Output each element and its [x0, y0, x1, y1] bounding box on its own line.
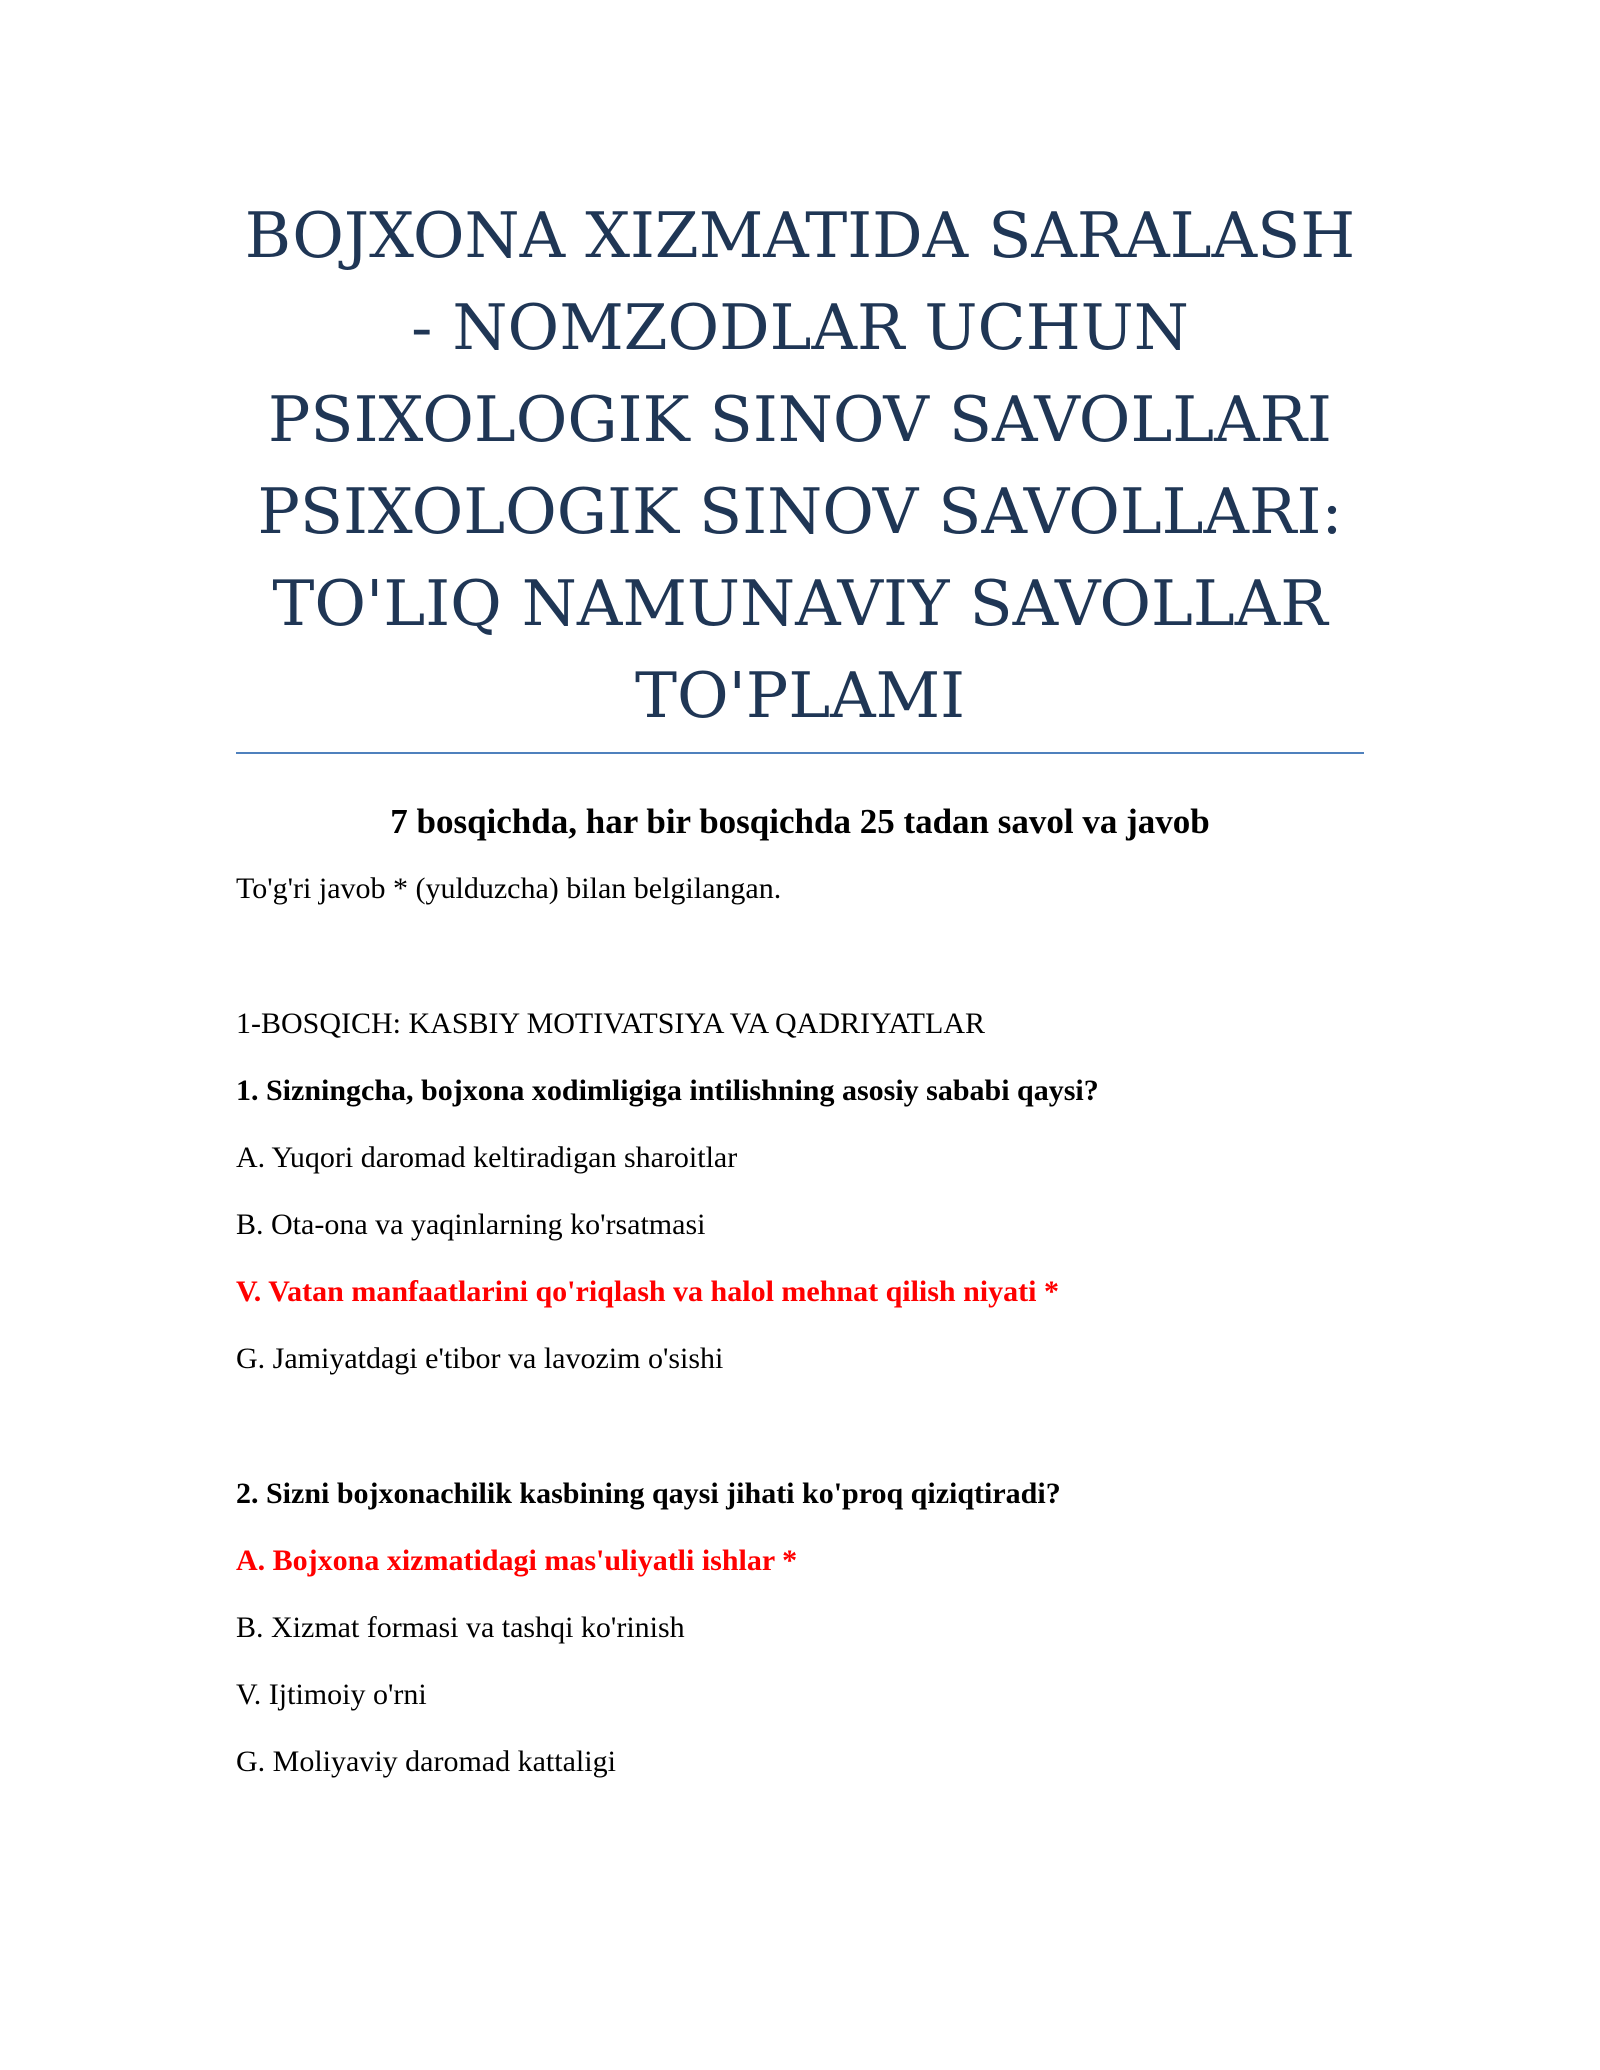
title-line: - NOMZODLAR UCHUN [411, 291, 1189, 364]
correct-answer-option: V. Vatan manfaatlarini qo'riqlash va halol mehnat qilish niyati * [236, 1275, 1059, 1308]
answer-option: B. Xizmat formasi va tashqi ko'rinish [236, 1611, 685, 1644]
question-block [236, 1071, 1364, 1379]
answer-option: B. Ota-ona va yaqinlarning ko'rsatmasi [236, 1208, 706, 1241]
document-title [236, 190, 1364, 742]
answer-option: A. Yuqori daromad keltiradigan sharoitlar [236, 1141, 738, 1174]
question-text: 2. Sizni bojxonachilik kasbining qaysi jihati ko'proq qiziqtiradi? [236, 1477, 1061, 1510]
question-block [236, 1474, 1364, 1782]
answer-option: G. Jamiyatdagi e'tibor va lavozim o'sishi [236, 1342, 724, 1375]
title-line: PSIXOLOGIK SINOV SAVOLLARI: [257, 475, 1343, 548]
title-line: TO'PLAMI [634, 659, 966, 732]
question-text: 1. Sizningcha, bojxona xodimligiga intilishning asosiy sababi qaysi? [236, 1074, 1099, 1107]
document-subtitle: 7 bosqichda, har bir bosqichda 25 tadan savol va javob [390, 802, 1210, 841]
stage-heading: 1-BOSQICH: KASBIY MOTIVATSIYA VA QADRIYATLAR [236, 1007, 985, 1040]
answer-option: V. Ijtimoiy o'rni [236, 1678, 427, 1711]
title-divider [236, 752, 1364, 754]
document-page [236, 190, 1364, 1782]
answer-key-note: To'g'ri javob * (yulduzcha) bilan belgilangan. [236, 872, 782, 905]
title-line: PSIXOLOGIK SINOV SAVOLLARI [268, 383, 1332, 456]
answer-option: G. Moliyaviy daromad kattaligi [236, 1745, 616, 1778]
title-line: TO'LIQ NAMUNAVIY SAVOLLAR [272, 567, 1328, 640]
correct-answer-option: A. Bojxona xizmatidagi mas'uliyatli ishlar * [236, 1544, 798, 1577]
title-line: BOJXONA XIZMATIDA SARALASH [244, 199, 1356, 272]
